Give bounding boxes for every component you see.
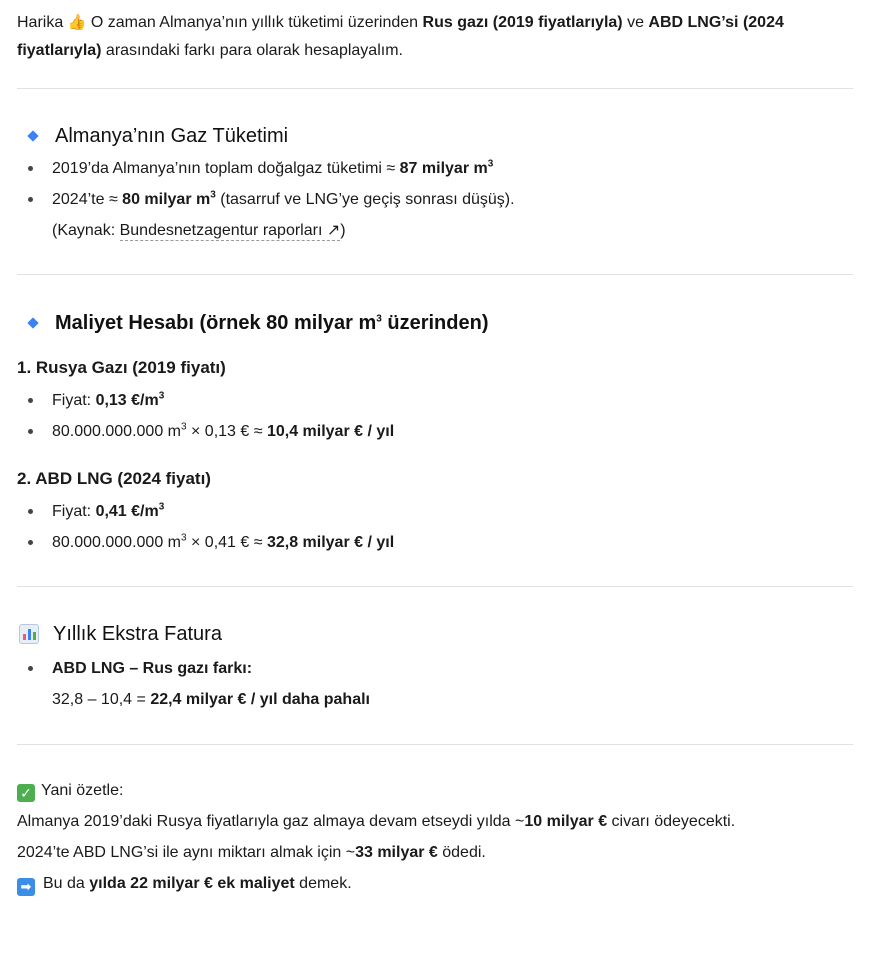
right-arrow-icon: ➡ bbox=[17, 878, 35, 896]
title-part: üzerinden) bbox=[381, 311, 489, 334]
section-title bbox=[17, 121, 853, 151]
list-item bbox=[17, 153, 853, 184]
blue-diamond-icon bbox=[27, 130, 38, 141]
russia-heading: 1. Rusya Gazı (2019 fiyatı) bbox=[17, 358, 226, 377]
external-link-icon: ↗ bbox=[326, 222, 341, 239]
summary-line bbox=[17, 868, 853, 899]
calc-text: 32,8 – 10,4 = bbox=[52, 691, 151, 708]
price-value: 0,13 €/m bbox=[95, 392, 159, 409]
lng-list bbox=[17, 496, 853, 558]
section-consumption bbox=[17, 121, 853, 246]
intro-bold-lng: ABD LNG’si (2024 fiyatlarıyla) bbox=[17, 14, 784, 59]
section-extra-bill bbox=[17, 619, 853, 715]
section-title-text: Almanya’nın Gaz Tüketimi bbox=[55, 124, 289, 147]
source-link-text: Bundesnetzagentur raporları bbox=[119, 222, 323, 239]
calc-text: × 0,41 € ≈ bbox=[186, 534, 267, 551]
summary bbox=[17, 775, 853, 899]
intro-text: arasındaki farkı para olarak hesaplayalım. bbox=[101, 42, 403, 59]
thumbs-up-icon: 👍 bbox=[67, 14, 87, 31]
section-cost bbox=[17, 308, 853, 558]
source-link[interactable] bbox=[120, 222, 341, 241]
summary-text: ödedi. bbox=[437, 844, 486, 861]
consumption-list bbox=[17, 153, 853, 246]
price-value: 0,41 €/m bbox=[95, 503, 159, 520]
item-label: ABD LNG – Rus gazı farkı: bbox=[52, 660, 253, 677]
summary-text: demek. bbox=[294, 875, 352, 892]
intro-text: O zaman Almanya’nın yıllık tüketimi üzerinden bbox=[86, 14, 423, 31]
calc-result: 22,4 milyar € / yıl daha pahalı bbox=[150, 691, 370, 708]
source-line bbox=[17, 215, 853, 246]
extra-bill-list bbox=[17, 653, 853, 715]
item-bold: 87 milyar m bbox=[399, 160, 488, 177]
summary-line bbox=[17, 806, 853, 837]
summary-line bbox=[17, 837, 853, 868]
intro-paragraph bbox=[17, 9, 853, 65]
chat-message bbox=[0, 9, 870, 899]
superscript: 3 bbox=[158, 390, 165, 402]
calc-text: × 0,13 € ≈ bbox=[186, 423, 267, 440]
item-text: (tasarruf ve LNG’ye geçiş sonrası düşüş). bbox=[215, 191, 515, 208]
check-box-icon: ✓ bbox=[17, 784, 35, 802]
calc-line bbox=[17, 684, 853, 715]
item-text: 2019’da Almanya’nın toplam doğalgaz tüketimi ≈ bbox=[52, 160, 400, 177]
item-bold: 80 milyar m bbox=[122, 191, 211, 208]
intro-text: ve bbox=[622, 14, 649, 31]
summary-heading bbox=[17, 775, 853, 806]
intro-prefix: Harika bbox=[17, 14, 64, 31]
divider bbox=[17, 274, 853, 275]
superscript: 3 bbox=[487, 158, 494, 170]
list-item bbox=[17, 527, 853, 558]
summary-text: civarı ödeyecekti. bbox=[607, 813, 736, 830]
divider bbox=[17, 88, 853, 89]
price-label: Fiyat: bbox=[52, 392, 96, 409]
section-title bbox=[17, 619, 853, 649]
superscript: 3 bbox=[210, 189, 216, 201]
list-item bbox=[17, 416, 853, 447]
calc-result: 32,8 milyar € / yıl bbox=[266, 534, 395, 551]
section-title-text bbox=[55, 312, 488, 335]
list-item bbox=[17, 653, 853, 684]
blue-diamond-icon bbox=[27, 317, 38, 328]
bar-chart-icon bbox=[19, 624, 39, 644]
superscript: 3 bbox=[181, 532, 187, 544]
price-label: Fiyat: bbox=[52, 503, 96, 520]
summary-heading-text: Yani özetle: bbox=[41, 782, 124, 799]
list-item bbox=[17, 385, 853, 416]
list-item bbox=[17, 496, 853, 527]
divider bbox=[17, 586, 853, 587]
summary-bold: 10 milyar € bbox=[524, 813, 608, 830]
list-item bbox=[17, 184, 853, 215]
summary-bold: 33 milyar € bbox=[355, 844, 438, 861]
divider bbox=[17, 744, 853, 745]
calc-text: 80.000.000.000 m bbox=[52, 534, 181, 551]
superscript: 3 bbox=[181, 421, 187, 433]
title-part: Maliyet Hesabı (örnek 80 milyar m bbox=[55, 311, 377, 334]
lng-heading: 2. ABD LNG (2024 fiyatı) bbox=[17, 469, 211, 488]
summary-text: Bu da bbox=[43, 875, 90, 892]
section-title-text: Yıllık Ekstra Fatura bbox=[53, 622, 222, 645]
source-suffix: ) bbox=[340, 222, 346, 239]
source-prefix: (Kaynak: bbox=[52, 222, 120, 239]
intro-bold-russia: Rus gazı (2019 fiyatlarıyla) bbox=[422, 14, 623, 31]
summary-text: Almanya 2019’daki Rusya fiyatlarıyla gaz almaya devam etseydi yılda ~ bbox=[17, 813, 525, 830]
summary-text: 2024’te ABD LNG’si ile aynı miktarı almak için ~ bbox=[17, 844, 356, 861]
russia-list bbox=[17, 385, 853, 447]
calc-result: 10,4 milyar € / yıl bbox=[266, 423, 395, 440]
summary-bold: yılda 22 milyar € ek maliyet bbox=[89, 875, 295, 892]
superscript: 3 bbox=[158, 501, 165, 513]
section-title bbox=[17, 308, 853, 338]
calc-text: 80.000.000.000 m bbox=[52, 423, 181, 440]
superscript: 3 bbox=[376, 312, 382, 324]
item-text: 2024’te ≈ bbox=[52, 191, 123, 208]
